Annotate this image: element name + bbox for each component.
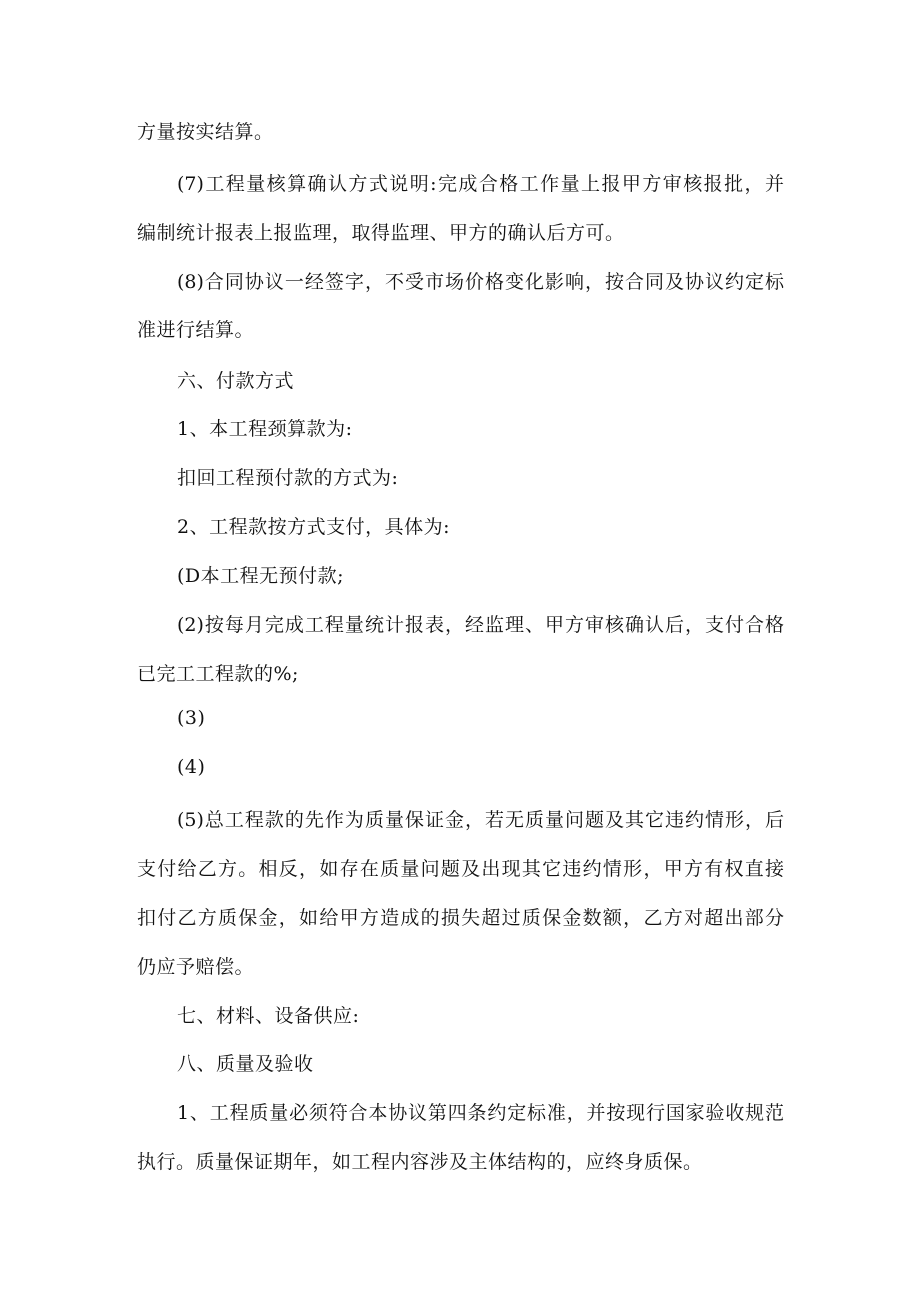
text-line: 扣付乙方质保金，如给甲方造成的损失超过质保金数额，乙方对超出部分: [137, 907, 784, 929]
text-line: 已完工工程款的%;: [137, 663, 299, 685]
text-line: 仍应予赔偿。: [137, 956, 255, 978]
text-line: 六、付款方式: [177, 370, 295, 392]
text-line: 2、工程款按方式支付，具体为:: [177, 516, 450, 538]
text-line: (D本工程无预付款;: [177, 565, 345, 587]
text-line: 编制统计报表上报监理，取得监理、甲方的确认后方可。: [137, 222, 625, 244]
text-line: 七、材料、设备供应:: [177, 1005, 360, 1027]
text-line: 八、质量及验收: [177, 1053, 314, 1075]
text-line: (2)按每月完成工程量统计报表，经监理、甲方审核确认后，支付合格: [177, 614, 784, 636]
text-line: 支付给乙方。相反，如存在质量问题及出现其它违约情形，甲方有权直接: [137, 858, 784, 880]
text-line: 方量按实结算。: [137, 121, 274, 143]
text-line: 准进行结算。: [137, 319, 255, 341]
text-line: (5)总工程款的先作为质量保证金，若无质量问题及其它违约情形，后: [177, 809, 784, 831]
text-line: 扣回工程预付款的方式为:: [177, 467, 399, 489]
text-line: (3): [177, 707, 206, 729]
text-line: 执行。质量保证期年，如工程内容涉及主体结构的，应终身质保。: [137, 1151, 703, 1173]
text-line: 1、本工程颈算款为:: [177, 418, 353, 440]
text-line: 1、工程质量必须符合本协议第四条约定标准，并按现行国家验收规范: [177, 1102, 784, 1124]
text-line: (4): [177, 756, 206, 778]
text-line: (8)合同协议一经签字，不受市场价格变化影响，按合同及协议约定标: [177, 271, 784, 293]
text-line: (7)工程量核算确认方式说明:完成合格工作量上报甲方审核报批，并: [177, 173, 784, 195]
